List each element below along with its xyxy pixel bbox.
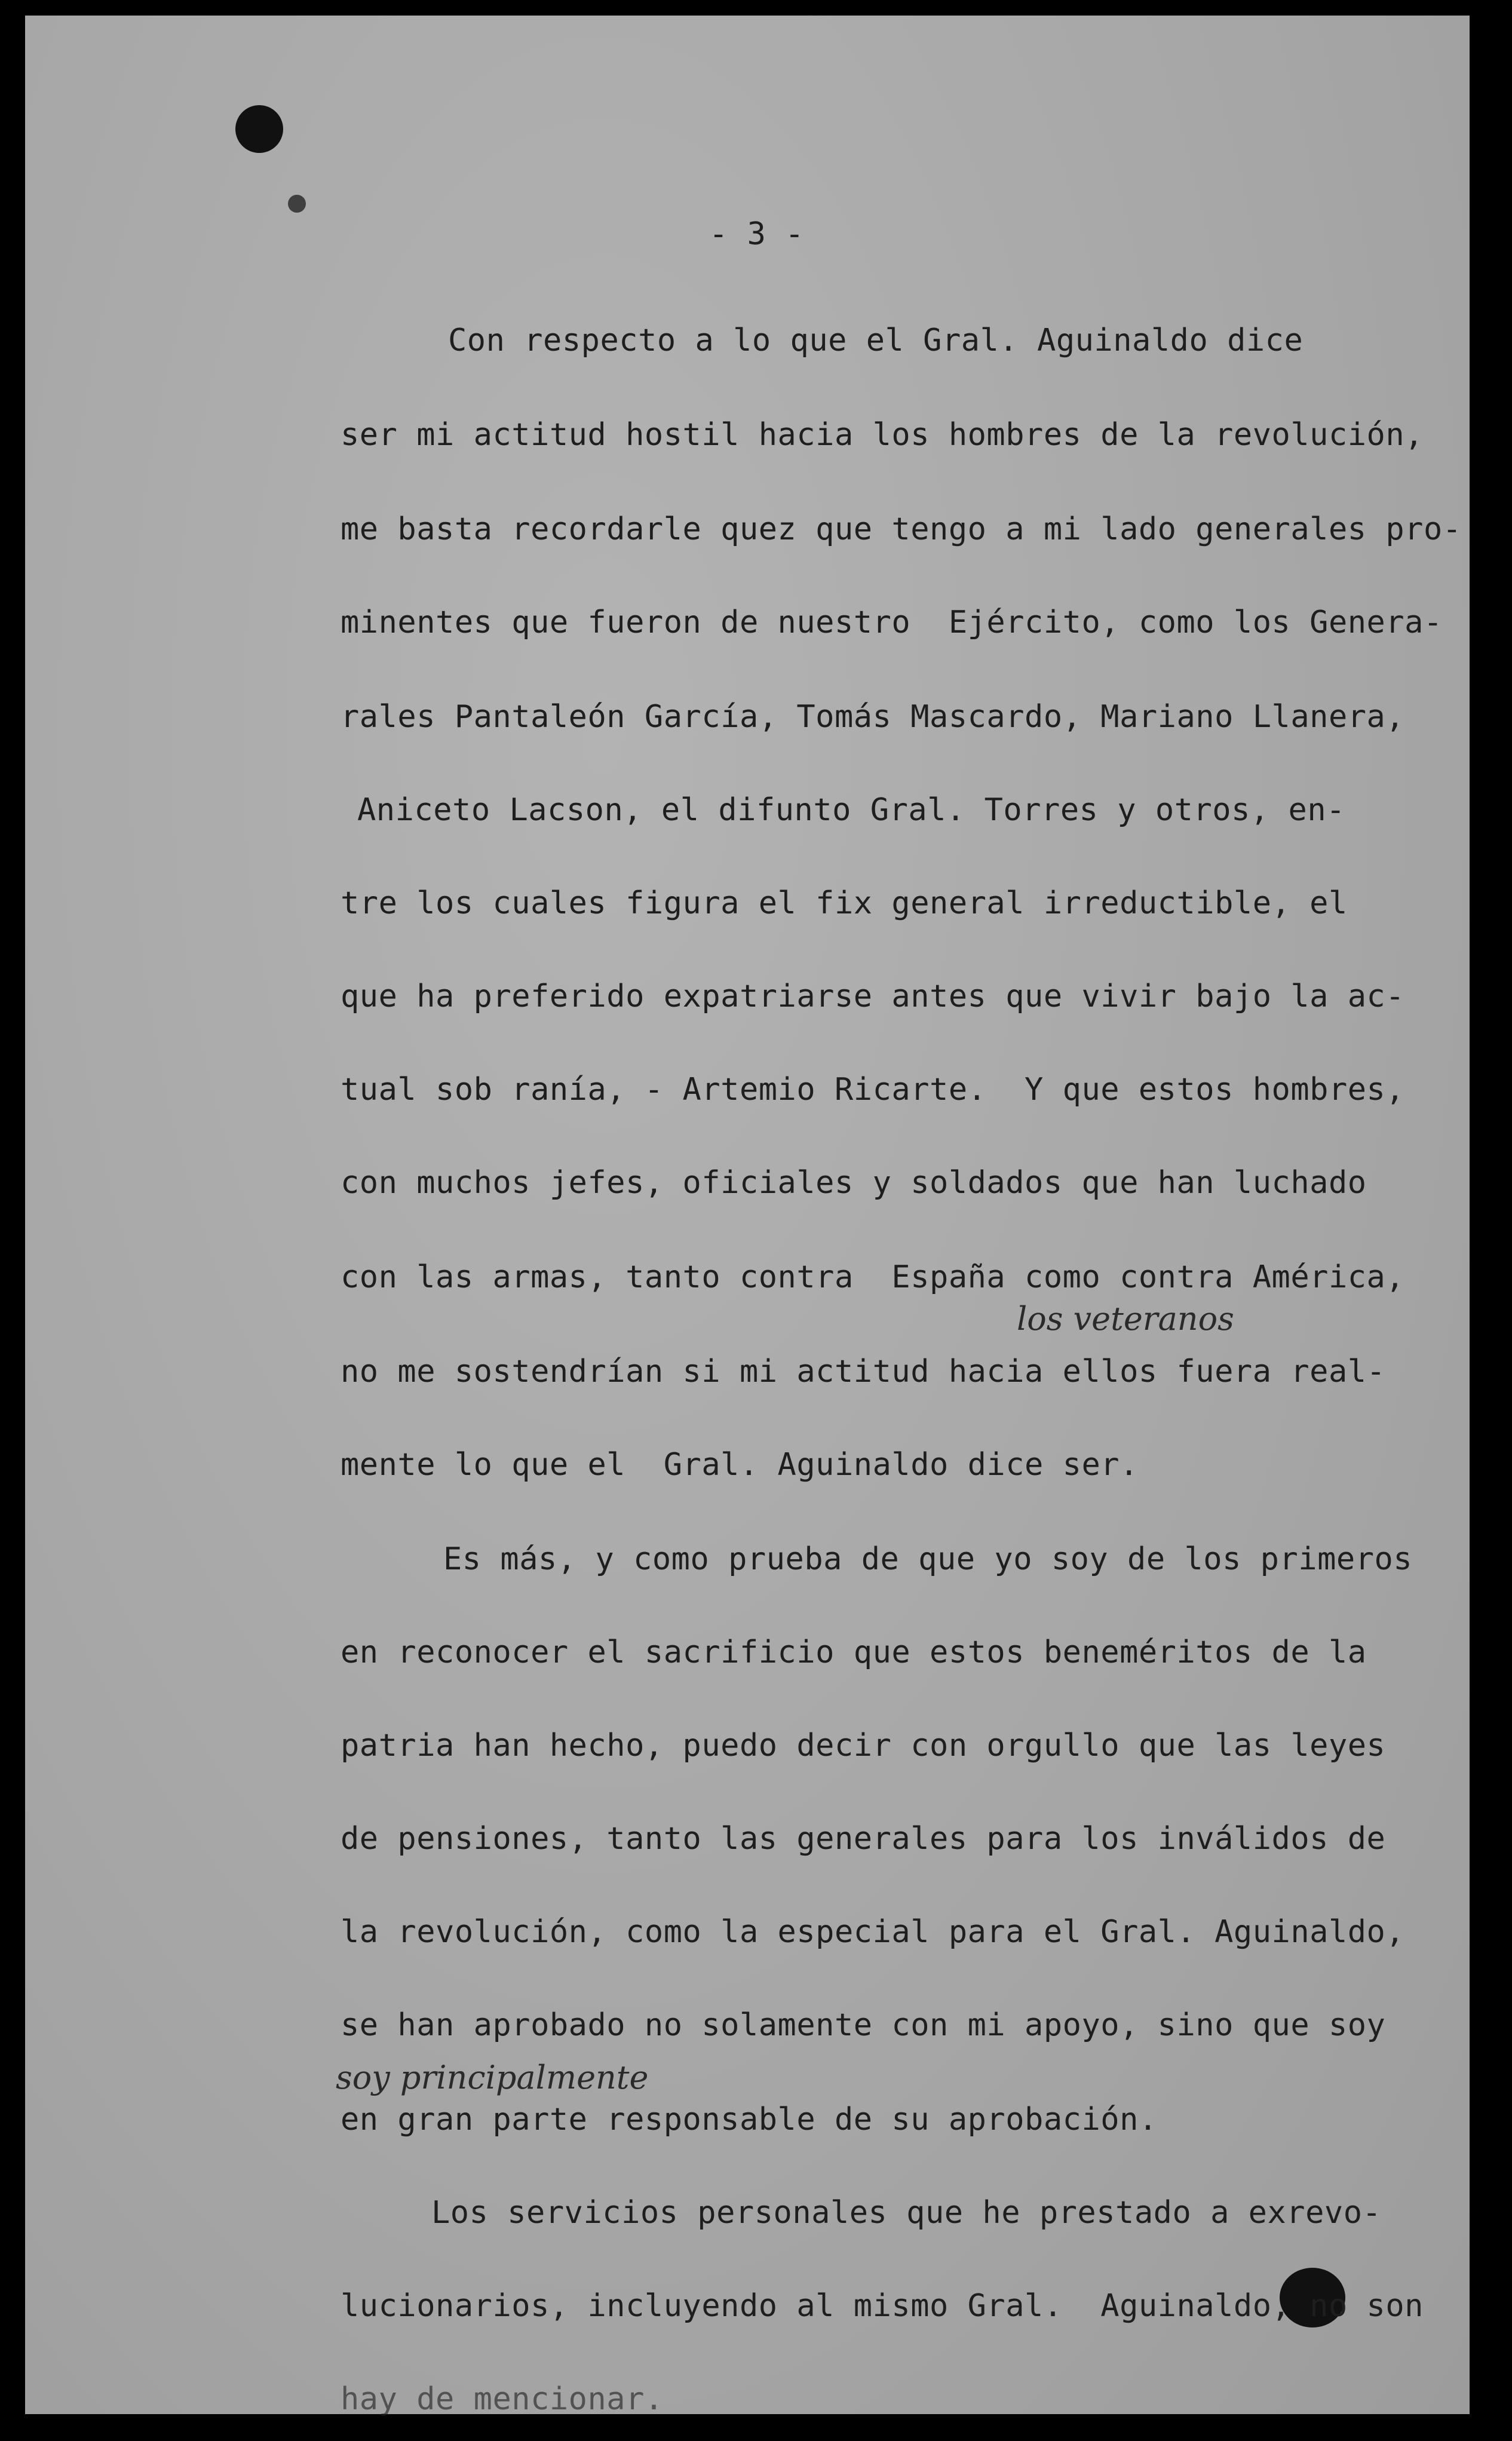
text-line: la revolución, como la especial para el Gral. Aguinaldo, (341, 1914, 1405, 1950)
text-line: se han aprobado no solamente con mi apoyo, sino que soy (341, 2007, 1386, 2043)
text-line: Los servicios personales que he prestado a exrevo- (431, 2195, 1382, 2231)
text-line: hay de mencionar. (341, 2381, 664, 2417)
text-line: que ha preferido expatriarse antes que vivir bajo la ac- (341, 979, 1405, 1014)
handwritten-annotation: soy principalmente (336, 2059, 649, 2096)
text-line: tre los cuales figura el fix general irreductible, el (341, 885, 1348, 921)
text-line: tual sob ranía, - Artemio Ricarte. Y que estos hombres, (341, 1072, 1405, 1108)
page-number: - 3 - (709, 216, 805, 252)
handwritten-annotation: los veteranos (1017, 1300, 1234, 1338)
text-line: con muchos jefes, oficiales y soldados que han luchado (341, 1165, 1367, 1201)
text-line: patria han hecho, puedo decir con orgullo que las leyes (341, 1728, 1386, 1764)
text-line: en reconocer el sacrificio que estos beneméritos de la (341, 1635, 1367, 1670)
text-line: mente lo que el Gral. Aguinaldo dice ser. (341, 1447, 1139, 1483)
text-line: Aniceto Lacson, el difunto Gral. Torres y otros, en- (357, 792, 1345, 828)
text-line: ser mi actitud hostil hacia los hombres de la revolución, (341, 417, 1424, 453)
text-line: lucionarios, incluyendo al mismo Gral. Aguinaldo, no son (341, 2288, 1424, 2324)
text-line: rales Pantaleón García, Tomás Mascardo, Mariano Llanera, (341, 699, 1405, 735)
text-line: con las armas, tanto contra España como contra América, (341, 1259, 1405, 1295)
ink-blot-small (288, 195, 306, 213)
text-line: de pensiones, tanto las generales para los inválidos de (341, 1821, 1386, 1857)
text-line: minentes que fueron de nuestro Ejército, como los Genera- (341, 605, 1443, 640)
text-line: Con respecto a lo que el Gral. Aguinaldo dice (448, 323, 1304, 358)
document-page (25, 16, 1470, 2417)
text-line: no me sostendrían si mi actitud hacia ellos fuera real- (341, 1354, 1386, 1390)
text-line: Es más, y como prueba de que yo soy de los primeros (443, 1541, 1413, 1577)
text-line: en gran parte responsable de su aprobación. (341, 2102, 1158, 2138)
ink-blot-top (235, 105, 283, 153)
text-line: me basta recordarle quez que tengo a mi lado generales pro- (341, 511, 1462, 547)
